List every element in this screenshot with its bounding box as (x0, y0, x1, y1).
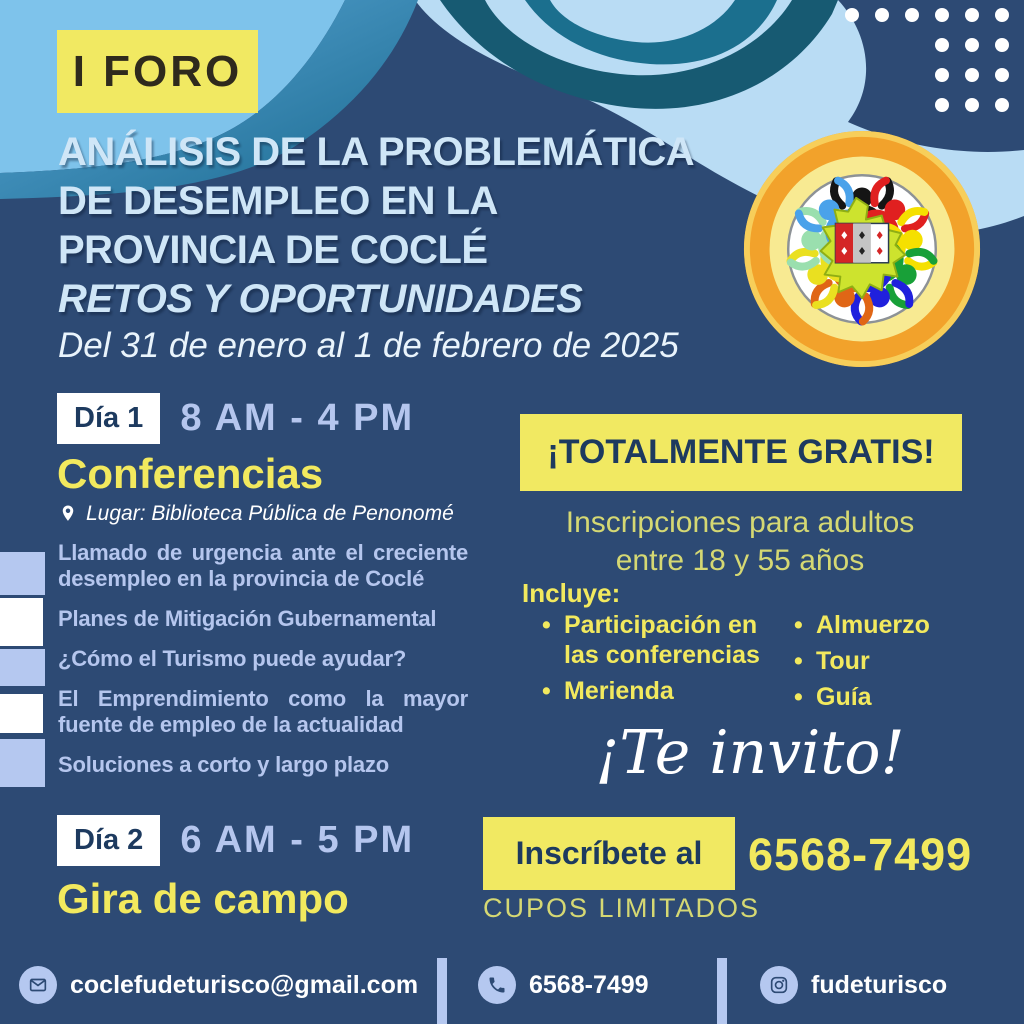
community-circle-logo (742, 129, 982, 369)
phone-contact[interactable] (478, 966, 649, 1004)
day2-header (57, 815, 414, 866)
topic-item: Llamado de urgencia ante el creciente desempleo en la provincia de Coclé (58, 540, 468, 591)
title-subtitle: RETOS Y OPORTUNIDADES (58, 277, 583, 321)
location-text: Lugar: Biblioteca Pública de Penonomé (86, 502, 454, 525)
includes-lists (540, 610, 972, 718)
include-item: • Participación en las conferencias (540, 610, 778, 670)
forum-badge: I FORO (57, 30, 258, 113)
eligibility-line-1: Inscripciones para adultos (565, 506, 915, 539)
phone-icon (478, 966, 516, 1004)
topics-list (58, 540, 468, 792)
title-line-3: PROVINCIA DE COCLÉ (58, 228, 488, 272)
title-line-2: DE DESEMPLEO EN LA (58, 179, 498, 223)
decorative-bar (0, 598, 43, 646)
day2-time: 6 AM - 5 PM (180, 819, 415, 861)
topic-item: El Emprendimiento como la mayor fuente de empleo de la actualidad (58, 686, 468, 737)
eligibility-text (505, 504, 975, 580)
footer-divider (437, 958, 447, 1024)
includes-column-2 (792, 610, 972, 718)
decorative-bar (0, 552, 45, 595)
decorative-bar (0, 694, 43, 733)
map-pin-icon (58, 502, 78, 526)
email-text: coclefudeturisco@gmail.com (70, 970, 419, 999)
eligibility-line-2: entre 18 y 55 años (615, 544, 865, 577)
day1-title: Conferencias (57, 450, 324, 497)
include-item: • Tour (792, 646, 972, 676)
topic-item: ¿Cómo el Turismo puede ayudar? (58, 646, 407, 671)
dots-pattern (845, 8, 1010, 113)
instagram-contact[interactable] (760, 966, 947, 1004)
limited-seats-note: CUPOS LIMITADOS (483, 893, 761, 923)
include-item: • Almuerzo (792, 610, 972, 640)
day1-time: 8 AM - 4 PM (180, 397, 415, 439)
decorative-bar (0, 649, 45, 686)
include-item: • Guía (792, 682, 972, 712)
instagram-handle-text: fudeturisco (811, 970, 948, 999)
day2-badge: Día 2 (57, 815, 160, 866)
signup-phone-number[interactable]: 6568-7499 (748, 829, 973, 880)
topic-item: Planes de Mitigación Gubernamental (58, 606, 437, 631)
instagram-icon (760, 966, 798, 1004)
topic-item: Soluciones a corto y largo plazo (58, 752, 390, 777)
includes-label: Incluye: (522, 578, 621, 608)
envelope-icon (19, 966, 57, 1004)
location-row (58, 502, 454, 526)
include-item: • Merienda (540, 676, 778, 706)
invitation-script: ¡Te invito! (595, 718, 905, 788)
free-banner: ¡TOTALMENTE GRATIS! (520, 414, 962, 491)
phone-text: 6568-7499 (529, 970, 649, 999)
event-dates: Del 31 de enero al 1 de febrero de 2025 (58, 326, 679, 365)
signup-cta-button[interactable]: Inscríbete al (483, 817, 735, 890)
day1-badge: Día 1 (57, 393, 160, 444)
day1-header (57, 393, 414, 444)
footer-divider (717, 958, 727, 1024)
decorative-bar (0, 739, 45, 787)
email-contact[interactable] (19, 966, 418, 1004)
title-line-1: ANÁLISIS DE LA PROBLEMÁTICA (58, 130, 695, 174)
includes-column-1 (540, 610, 778, 718)
day2-title: Gira de campo (57, 875, 349, 922)
page-title (58, 128, 694, 324)
